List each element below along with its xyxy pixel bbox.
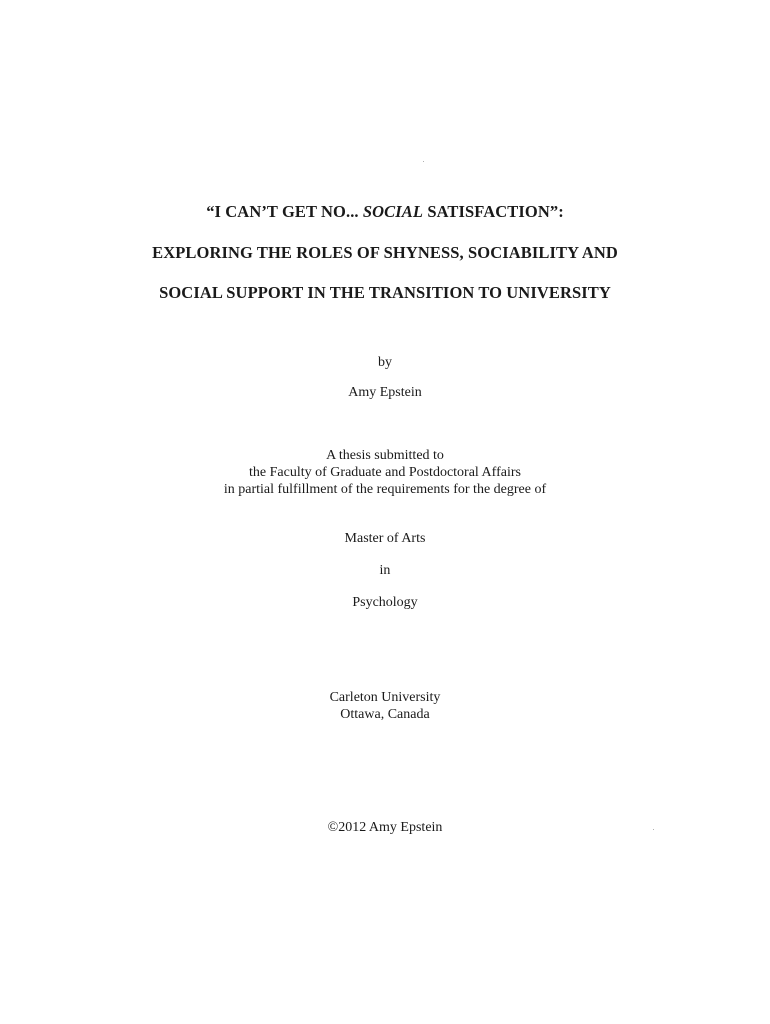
degree-in: in xyxy=(379,563,391,578)
degree-field: Psychology xyxy=(352,595,418,610)
copyright-notice: ©2012 Amy Epstein xyxy=(327,820,443,835)
submission-line-2: the Faculty of Graduate and Postdoctoral Affairs xyxy=(249,465,521,480)
institution-location: Ottawa, Canada xyxy=(340,707,430,722)
thesis-title-line-3: SOCIAL SUPPORT IN THE TRANSITION TO UNIVERSITY xyxy=(159,283,611,302)
thesis-title-line-1 xyxy=(0,202,770,222)
scan-speck xyxy=(423,161,424,162)
title-italic-word: SOCIAL xyxy=(362,202,424,221)
title-prefix: “I CAN’T GET NO... xyxy=(206,202,363,221)
author-name: Amy Epstein xyxy=(348,385,422,400)
title-suffix: SATISFACTION”: xyxy=(423,202,564,221)
submission-line-1: A thesis submitted to xyxy=(326,448,444,463)
degree-name: Master of Arts xyxy=(344,531,426,546)
by-label: by xyxy=(378,355,392,370)
submission-line-3: in partial fulfillment of the requirements for the degree of xyxy=(223,482,547,497)
thesis-title-line-2: EXPLORING THE ROLES OF SHYNESS, SOCIABILITY AND xyxy=(152,243,618,262)
institution-name: Carleton University xyxy=(329,690,441,705)
